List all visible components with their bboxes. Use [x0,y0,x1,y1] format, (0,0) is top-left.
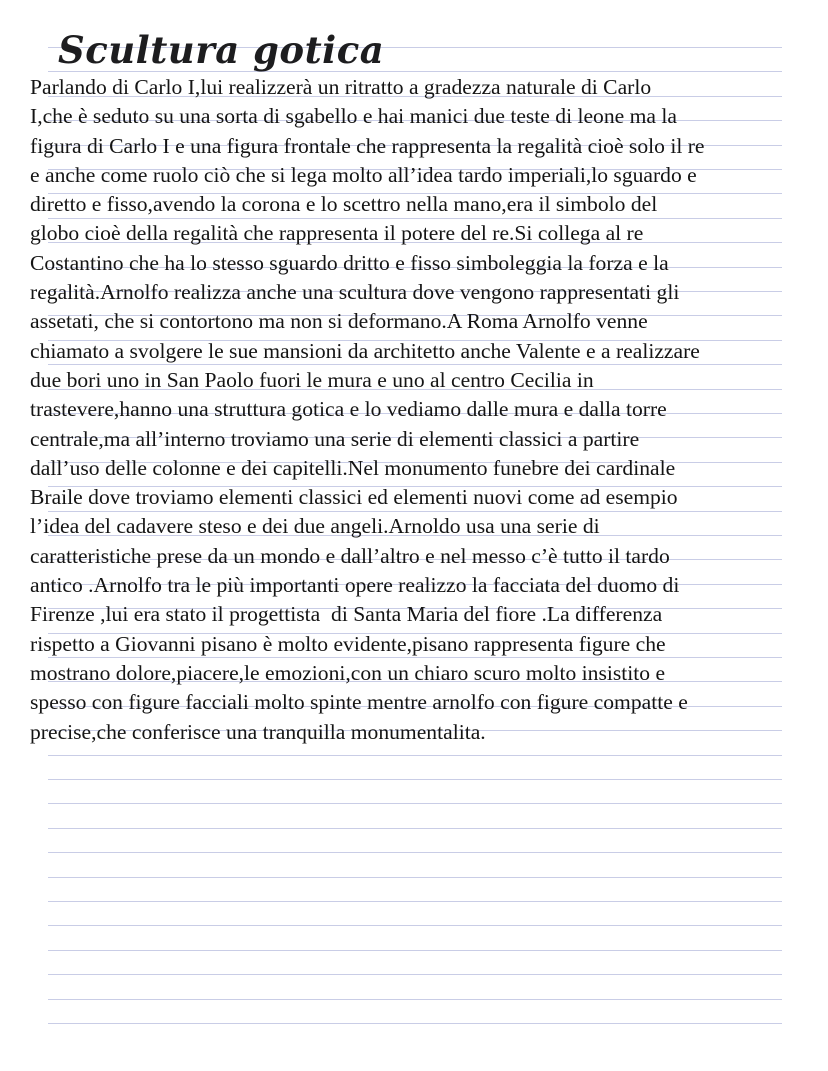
text-line: mostrano dolore,piacere,le emozioni,con un chiaro scuro molto insistito e [30,660,666,685]
ruled-line [48,779,782,780]
ruled-line [48,755,782,756]
text-line: antico .Arnolfo tra le più importanti opere realizzo la facciata del duomo di [30,573,680,598]
ruled-line [48,950,782,951]
text-line: assetati, che si contortono ma non si deformano.A Roma Arnolfo venne [30,309,648,334]
ruled-line [48,925,782,926]
text-line: centrale,ma all’interno troviamo una serie di elementi classici a partire [30,426,640,451]
text-line: rispetto a Giovanni pisano è molto evidente,pisano rappresenta figure che [30,631,666,656]
ruled-line [48,974,782,975]
ruled-line [48,999,782,1000]
text-line: due bori uno in San Paolo fuori le mura e uno al centro Cecilia in [30,367,594,392]
ruled-line [48,803,782,804]
page-title: Scultura gotica [58,28,385,72]
text-line: globo cioè della regalità che rappresenta il potere del re.Si collega al re [30,221,644,246]
text-line: trastevere,hanno una struttura gotica e lo vediamo dalle mura e dalla torre [30,397,667,422]
ruled-line [48,852,782,853]
text-line: I,che è seduto su una sorta di sgabello e hai manici due teste di leone ma la [30,104,678,129]
text-line: Braile dove troviamo elementi classici ed elementi nuovi come ad esempio [30,485,678,510]
text-line: chiamato a svolgere le sue mansioni da architetto anche Valente e a realizzare [30,338,700,363]
ruled-line [48,901,782,902]
text-line: l’idea del cadavere steso e dei due angeli.Arnoldo usa una serie di [30,514,600,539]
text-line: spesso con figure facciali molto spinte mentre arnolfo con figure compatte e [30,690,688,715]
ruled-line [48,1023,782,1024]
text-line: diretto e fisso,avendo la corona e lo scettro nella mano,era il simbolo del [30,192,658,217]
text-line: Firenze ,lui era stato il progettista di Santa Maria del fiore .La differenza [30,602,663,627]
ruled-line [48,877,782,878]
text-line: Costantino che ha lo stesso sguardo dritto e fisso simboleggia la forza e la [30,250,669,275]
text-line: caratteristiche prese da un mondo e dall’altro e nel messo c’è tutto il tardo [30,543,670,568]
text-line: precise,che conferisce una tranquilla monumentalita. [30,719,486,744]
text-line: dall’uso delle colonne e dei capitelli.Nel monumento funebre dei cardinale [30,455,676,480]
ruled-line [48,828,782,829]
text-line: figura di Carlo I e una figura frontale che rappresenta la regalità cioè solo il re [30,133,705,158]
note-body [30,73,826,747]
text-line: e anche come ruolo ciò che si lega molto all’idea tardo imperiali,lo sguardo e [30,162,697,187]
text-line: Parlando di Carlo I,lui realizzerà un ritratto a gradezza naturale di Carlo [30,75,652,99]
text-line: regalità.Arnolfo realizza anche una scultura dove vengono rappresentati gli [30,280,680,305]
